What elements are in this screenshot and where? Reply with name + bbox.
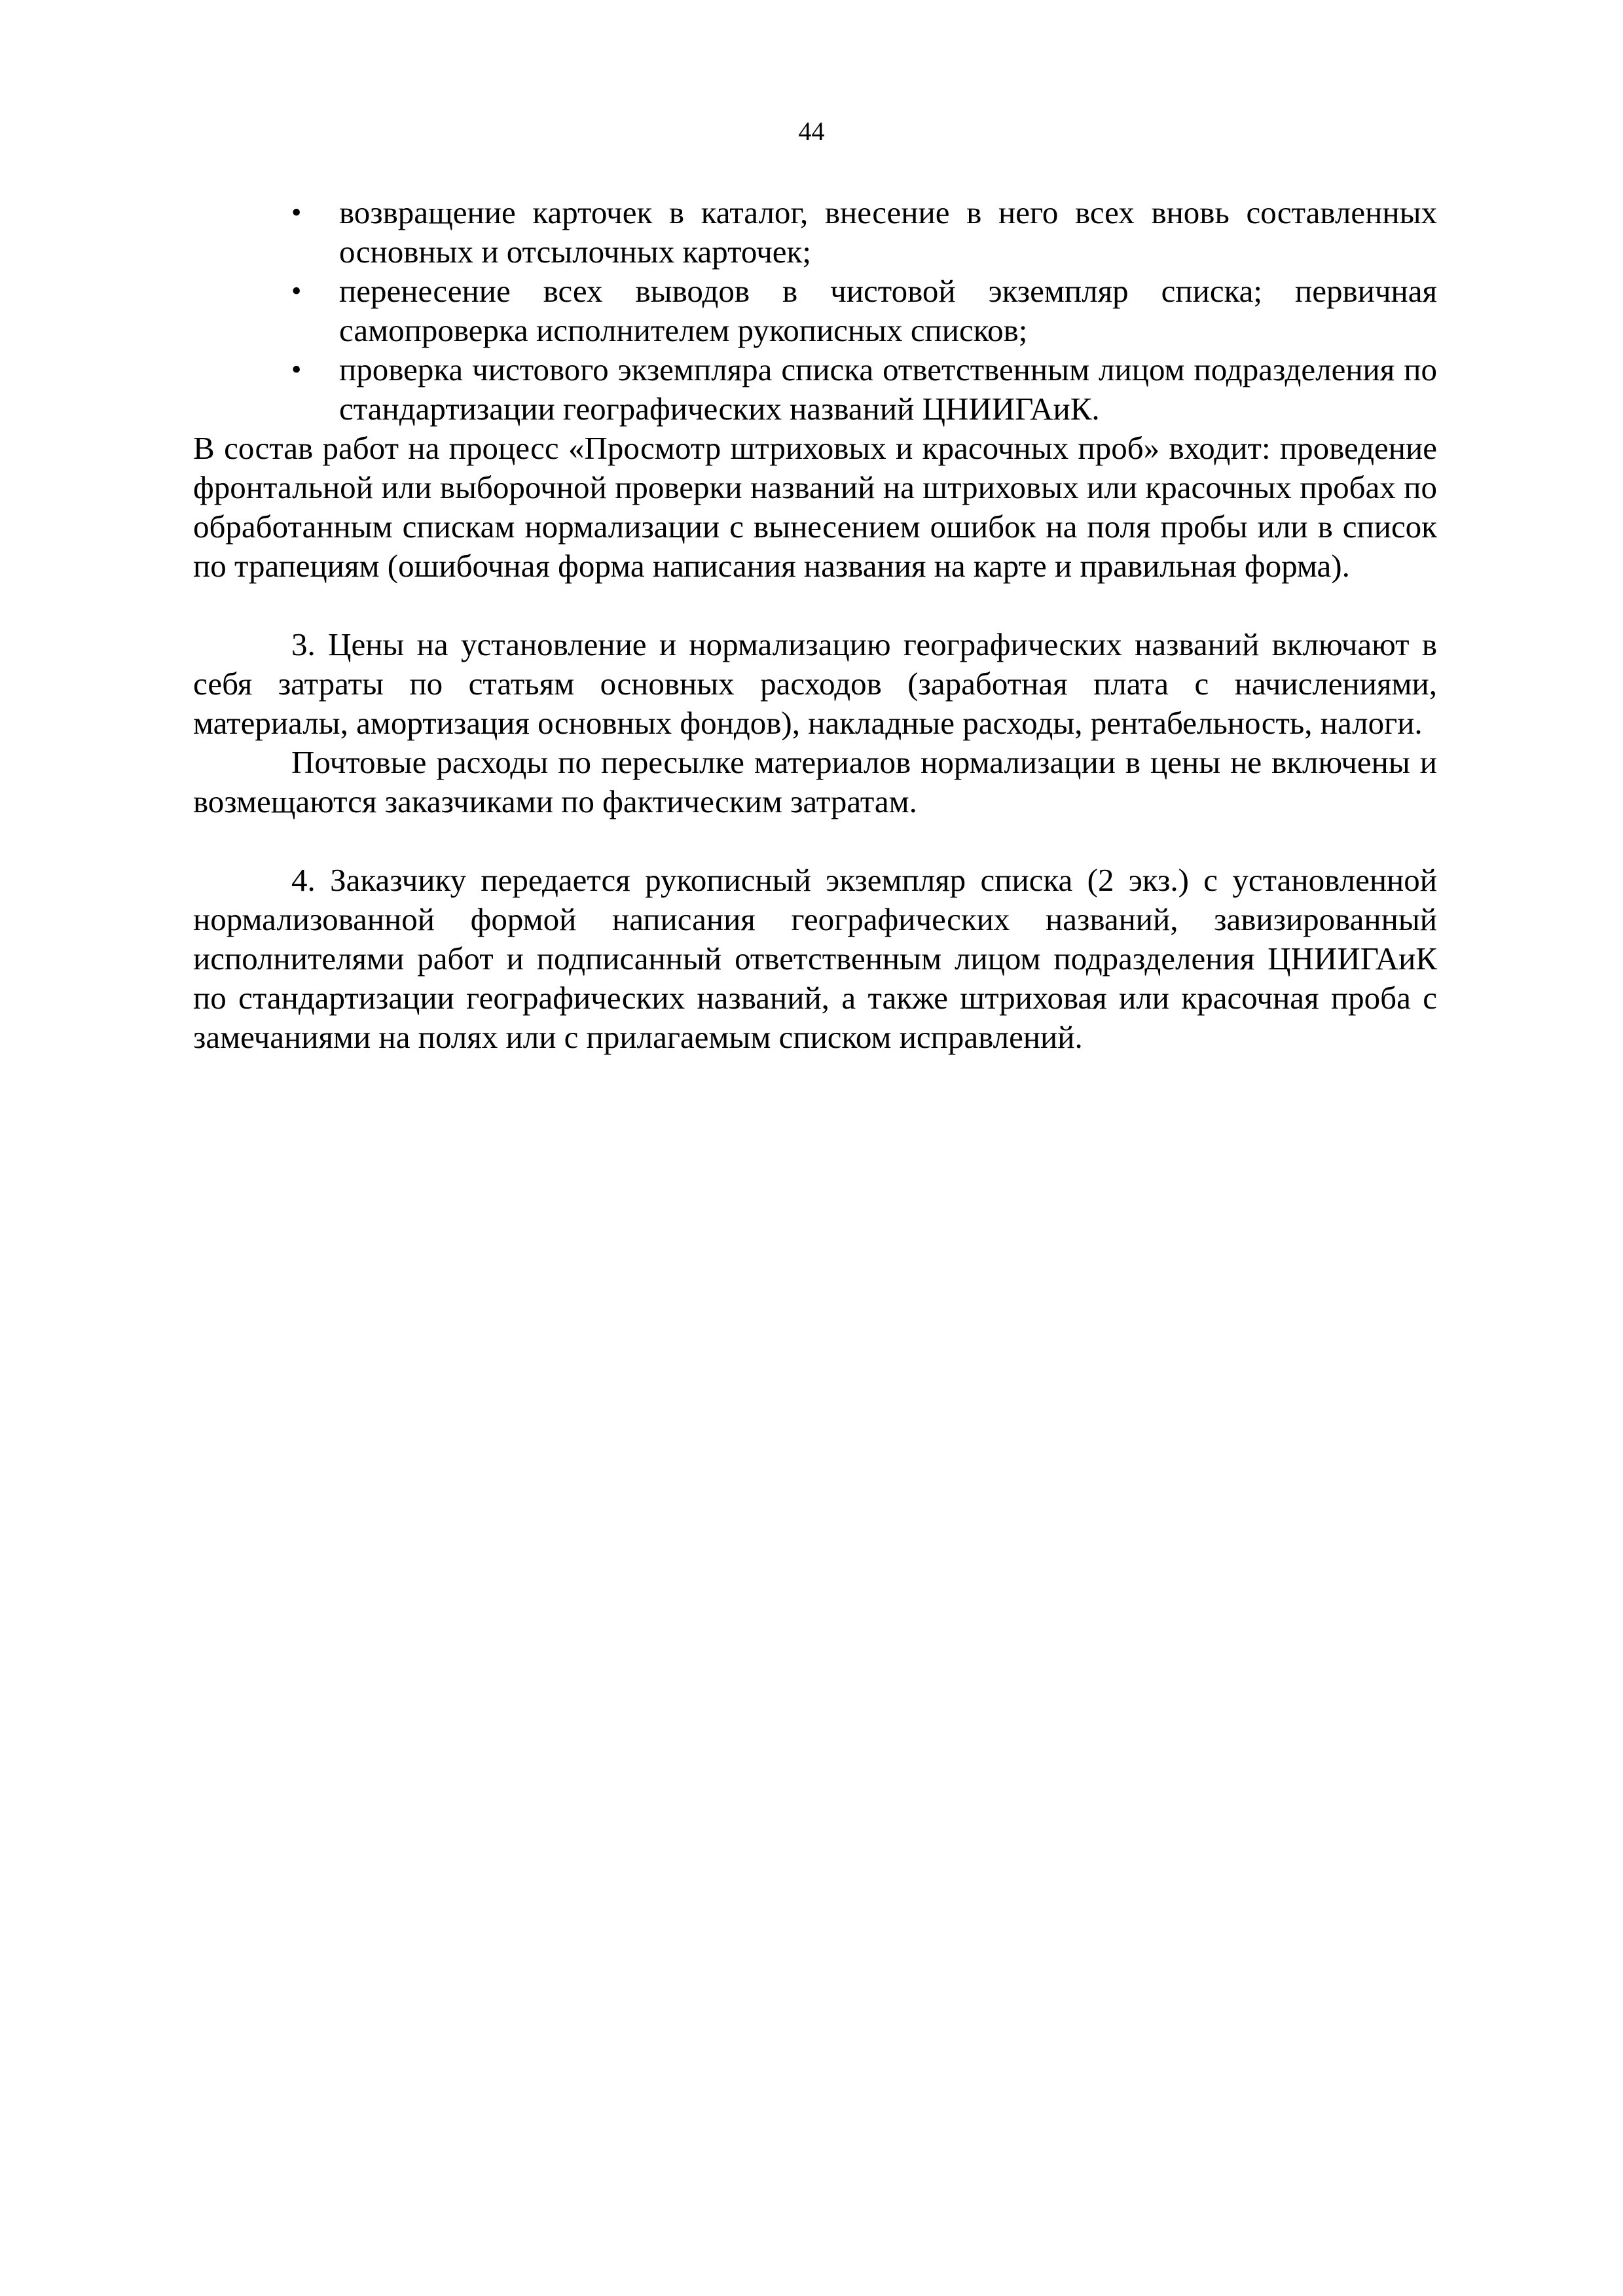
bullet-icon: • <box>291 275 302 307</box>
paragraph-work-composition: В состав работ на процесс «Просмотр штриховых и красочных проб» входит: проведение фронтальной или выборочной проверки названий на штриховых или красочных пробах по обработанным спискам нормализации с вынесением ошибок на поля пробы или в список по трапециям (ошибочная форма написания названия на карте и правильная форма). <box>193 430 1437 584</box>
paragraph-customer-delivery: 4. Заказчику передается рукописный экземпляр списка (2 экз.) с установленной нормализованной формой написания географических названий, завизированный исполнителями работ и подписанный ответственным лицом подразделения ЦНИИГАиК по стандартизации географических названий, а также штриховая или красочная проба с замечаниями на полях или с прилагаемым списком исправлений. <box>193 862 1437 1055</box>
list-item-text: перенесение всех выводов в чистовой экземпляр списка; первичная самопроверка исполнителем рукописных списков; <box>339 273 1437 348</box>
page-number: 44 <box>798 117 825 146</box>
list-item-text: возвращение карточек в каталог, внесение в него всех вновь составленных основных и отсылочных карточек; <box>339 194 1437 270</box>
paragraph-prices: 3. Цены на установление и нормализацию географических названий включают в себя затраты по статьям основных расходов (заработная плата с начислениями, материалы, амортизация основных фондов), накладные расходы, рентабельность, налоги. <box>193 626 1437 741</box>
list-item <box>193 350 1437 429</box>
paragraph-postal-costs: Почтовые расходы по пересылке материалов нормализации в цены не включены и возмещаются заказчиками по фактическим затратам. <box>193 744 1437 819</box>
bullet-icon: • <box>291 353 302 386</box>
spacer <box>193 586 1437 625</box>
list-item <box>193 193 1437 272</box>
list-item-text: проверка чистового экземпляра списка ответственным лицом подразделения по стандартизации географических названий ЦНИИГАиК. <box>339 351 1437 427</box>
list-item <box>193 272 1437 350</box>
document-body <box>193 193 1437 1057</box>
bullet-list <box>193 193 1437 429</box>
spacer <box>193 821 1437 861</box>
bullet-icon: • <box>291 196 302 228</box>
